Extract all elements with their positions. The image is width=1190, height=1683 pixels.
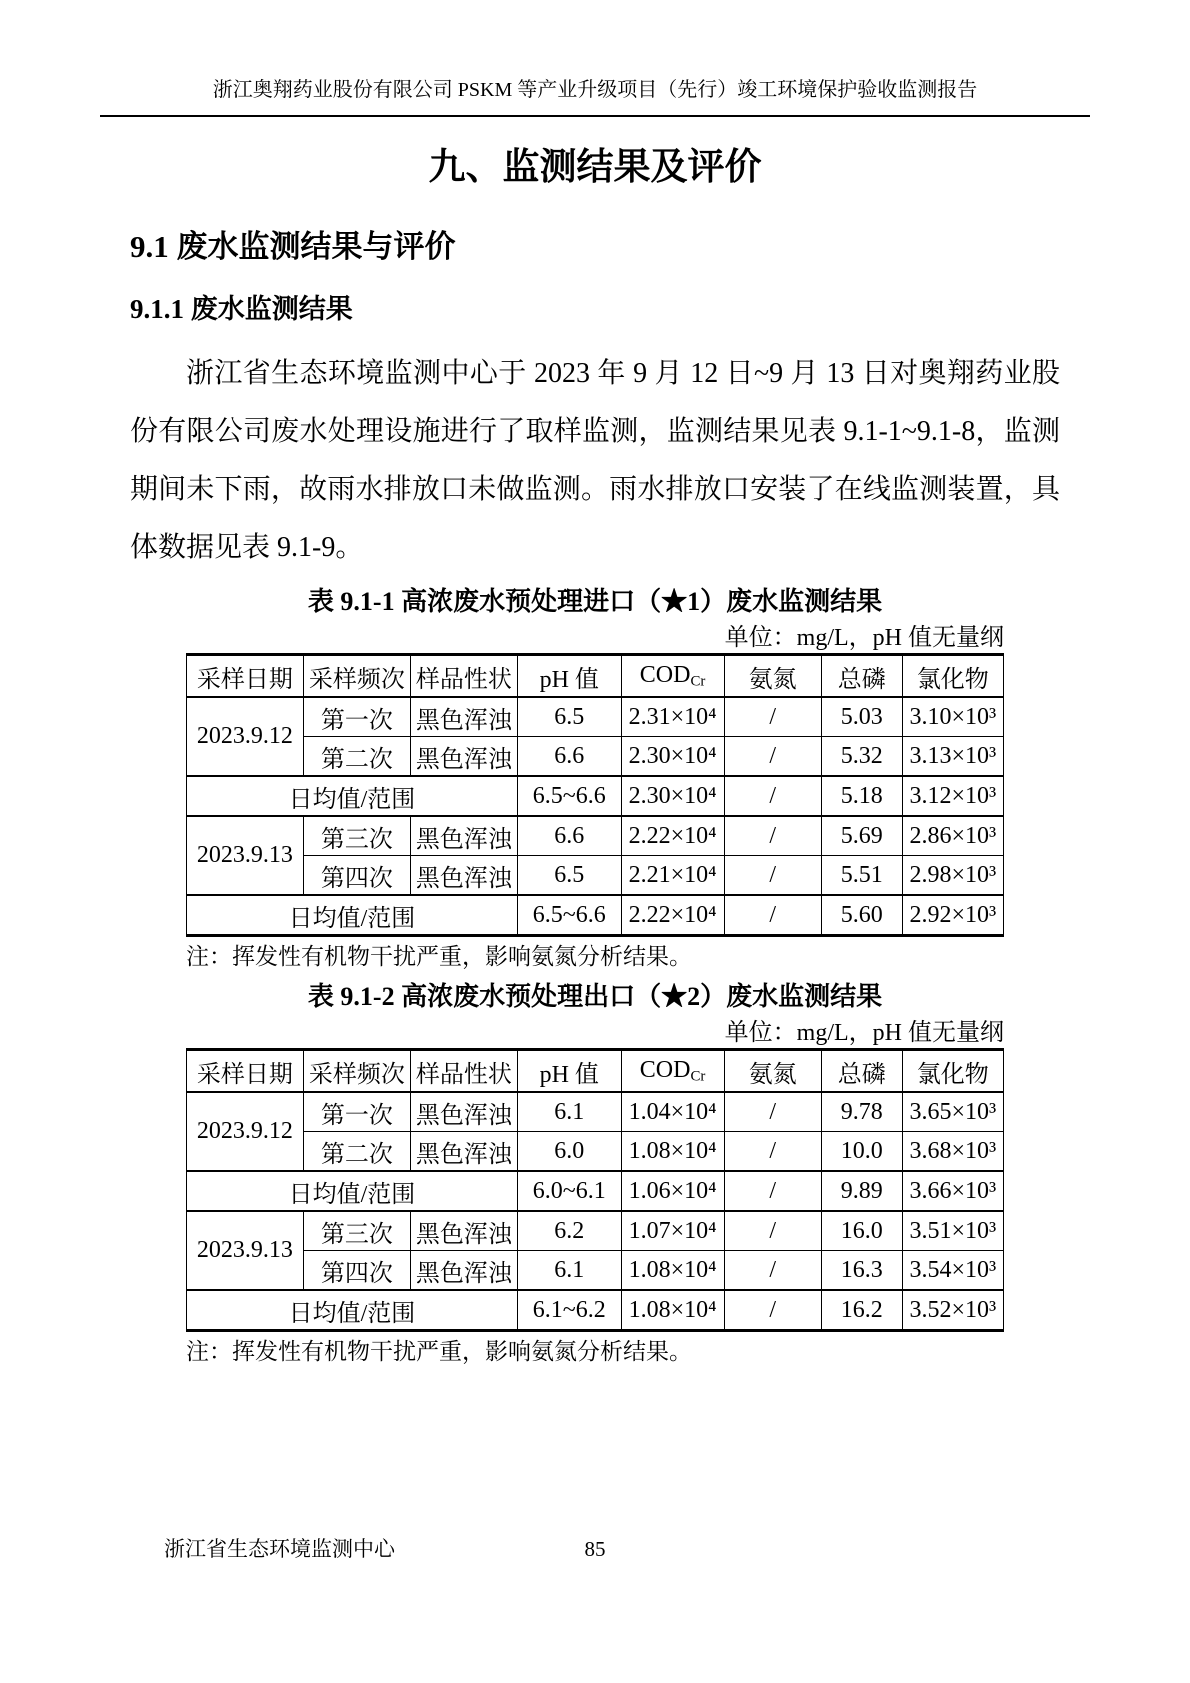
table-cell: 6.5 [517, 856, 621, 896]
table-cell: 黑色浑浊 [410, 1092, 517, 1132]
table-cell: 黑色浑浊 [410, 697, 517, 737]
table-row [187, 1211, 1004, 1251]
table-cell: 5.18 [821, 776, 902, 816]
table-cell: 黑色浑浊 [410, 1251, 517, 1291]
avg-label-cell: 日均值/范围 [187, 895, 518, 936]
daily-average-row [187, 895, 1004, 936]
table-cell: / [724, 1171, 821, 1211]
table-cell: 5.03 [821, 697, 902, 737]
table-cell: 16.2 [821, 1290, 902, 1331]
table2-unit-note: 单位：mg/L，pH 值无量纲 [724, 1020, 1004, 1046]
page-title: 九、监测结果及评价 [428, 147, 762, 188]
table-cell: 3.66×10³ [902, 1171, 1003, 1211]
table-cell: 6.1 [517, 1251, 621, 1291]
sample-date-cell: 2023.9.12 [187, 1092, 304, 1171]
table1-col-nh3: 氨氮 [724, 655, 821, 698]
table-cell: 6.5~6.6 [517, 776, 621, 816]
daily-average-row [187, 1171, 1004, 1211]
table-cell: 5.32 [821, 737, 902, 777]
running-header-text: 浙江奥翔药业股份有限公司 PSKM 等产业升级项目（先行）竣工环境保护验收监测报告 [212, 79, 978, 101]
table1-col-freq: 采样频次 [303, 655, 410, 698]
table-cell: 2.31×10⁴ [621, 697, 724, 737]
table-cell: 第二次 [303, 737, 410, 777]
table-cell: 第一次 [303, 697, 410, 737]
table-cell: 第四次 [303, 856, 410, 896]
table-cell: 3.12×10³ [902, 776, 1003, 816]
table-cell: 黑色浑浊 [410, 856, 517, 896]
table1-header-row [187, 655, 1004, 698]
table-row [187, 737, 1004, 777]
table-cell: / [724, 1290, 821, 1331]
table-cell: 3.54×10³ [902, 1251, 1003, 1291]
table2-container [186, 1018, 1004, 1367]
table-cell: 3.13×10³ [902, 737, 1003, 777]
table2-note: 注：挥发性有机物干扰严重，影响氨氮分析结果。 [186, 1339, 692, 1364]
table-cell: / [724, 776, 821, 816]
table-cell: 6.1~6.2 [517, 1290, 621, 1331]
table-cell: 第一次 [303, 1092, 410, 1132]
table1-note: 注：挥发性有机物干扰严重，影响氨氮分析结果。 [186, 944, 692, 969]
cod-label: COD [639, 661, 691, 688]
table-cell: 第四次 [303, 1251, 410, 1291]
table-cell: 6.6 [517, 737, 621, 777]
table-cell: 5.60 [821, 895, 902, 936]
table-cell: 6.1 [517, 1092, 621, 1132]
table2-header-row [187, 1050, 1004, 1093]
table-cell: 5.51 [821, 856, 902, 896]
running-header [100, 0, 1090, 117]
table-cell: 2.86×10³ [902, 816, 1003, 856]
table-cell: 黑色浑浊 [410, 1132, 517, 1172]
table-cell: / [724, 1251, 821, 1291]
table-cell: 6.5 [517, 697, 621, 737]
table-cell: 2.98×10³ [902, 856, 1003, 896]
table1-container [186, 623, 1004, 972]
table-cell: 2.21×10⁴ [621, 856, 724, 896]
daily-average-row [187, 1290, 1004, 1331]
cod-subscript: Cr [690, 673, 706, 690]
table-cell: 3.10×10³ [902, 697, 1003, 737]
section-heading: 9.1 废水监测结果与评价 [130, 229, 456, 264]
table-cell: 2.30×10⁴ [621, 776, 724, 816]
table2-col-ph: pH 值 [517, 1050, 621, 1093]
sample-date-cell: 2023.9.13 [187, 816, 304, 895]
table-row [187, 697, 1004, 737]
table-cell: 1.06×10⁴ [621, 1171, 724, 1211]
table-cell: 3.68×10³ [902, 1132, 1003, 1172]
table-cell: / [724, 856, 821, 896]
table2-col-cl: 氯化物 [902, 1050, 1003, 1093]
table2-col-cod [621, 1050, 724, 1093]
body-paragraph: 浙江省生态环境监测中心于 2023 年 9 月 12 日~9 月 13 日对奥翔药业股份有限公司废水处理设施进行了取样监测，监测结果见表 9.1-1~9.1-8，监测期间未下雨，故雨水排放口未做监测。雨水排放口安装了在线监测装置，具体数据见表 9.1-9。 [130, 358, 1060, 563]
table-cell: 黑色浑浊 [410, 737, 517, 777]
table-cell: 9.78 [821, 1092, 902, 1132]
table-cell: 10.0 [821, 1132, 902, 1172]
table-cell: 16.3 [821, 1251, 902, 1291]
table-cell: 9.89 [821, 1171, 902, 1211]
table2-col-tp: 总磷 [821, 1050, 902, 1093]
table-row [187, 1132, 1004, 1172]
table-cell: 3.65×10³ [902, 1092, 1003, 1132]
table1-col-ph: pH 值 [517, 655, 621, 698]
table2-caption: 表 9.1-2 高浓废水预处理出口（★2）废水监测结果 [307, 982, 883, 1011]
table-cell: 黑色浑浊 [410, 816, 517, 856]
table-row [187, 1251, 1004, 1291]
monitoring-table-1 [186, 653, 1004, 937]
table-cell: 第三次 [303, 816, 410, 856]
table1-col-tp: 总磷 [821, 655, 902, 698]
table2-col-nh3: 氨氮 [724, 1050, 821, 1093]
subsection-heading: 9.1.1 废水监测结果 [130, 294, 353, 324]
table-cell: 3.51×10³ [902, 1211, 1003, 1251]
page-number: 85 [584, 1537, 606, 1561]
table1-unit-note: 单位：mg/L，pH 值无量纲 [724, 625, 1004, 651]
table-cell: 6.5~6.6 [517, 895, 621, 936]
table-row [187, 856, 1004, 896]
sample-date-cell: 2023.9.13 [187, 1211, 304, 1290]
table-cell: 1.08×10⁴ [621, 1251, 724, 1291]
avg-label-cell: 日均值/范围 [187, 776, 518, 816]
table2-col-appearance: 样品性状 [410, 1050, 517, 1093]
table1-col-appearance: 样品性状 [410, 655, 517, 698]
table-cell: 2.92×10³ [902, 895, 1003, 936]
table2-col-freq: 采样频次 [303, 1050, 410, 1093]
cod-subscript: Cr [690, 1068, 706, 1085]
table-cell: / [724, 1211, 821, 1251]
table-cell: 1.04×10⁴ [621, 1092, 724, 1132]
table-cell: 黑色浑浊 [410, 1211, 517, 1251]
table-cell: / [724, 816, 821, 856]
table-cell: 2.30×10⁴ [621, 737, 724, 777]
daily-average-row [187, 776, 1004, 816]
table-cell: / [724, 895, 821, 936]
monitoring-table-2 [186, 1048, 1004, 1332]
table-cell: 5.69 [821, 816, 902, 856]
table1-col-cod [621, 655, 724, 698]
table-cell: 2.22×10⁴ [621, 895, 724, 936]
table-cell: 1.08×10⁴ [621, 1290, 724, 1331]
table-row [187, 816, 1004, 856]
table-cell: / [724, 697, 821, 737]
table-cell: 2.22×10⁴ [621, 816, 724, 856]
table2-col-date: 采样日期 [187, 1050, 304, 1093]
table-cell: 16.0 [821, 1211, 902, 1251]
sample-date-cell: 2023.9.12 [187, 697, 304, 776]
table1-col-cl: 氯化物 [902, 655, 1003, 698]
table-cell: 6.0 [517, 1132, 621, 1172]
footer-organization: 浙江省生态环境监测中心 [164, 1537, 395, 1561]
table-cell: 6.0~6.1 [517, 1171, 621, 1211]
table-cell: 第三次 [303, 1211, 410, 1251]
table-cell: / [724, 737, 821, 777]
avg-label-cell: 日均值/范围 [187, 1290, 518, 1331]
table1-caption: 表 9.1-1 高浓废水预处理进口（★1）废水监测结果 [307, 587, 883, 616]
table-cell: / [724, 1132, 821, 1172]
table-cell: 第二次 [303, 1132, 410, 1172]
table-cell: 3.52×10³ [902, 1290, 1003, 1331]
table-cell: 6.6 [517, 816, 621, 856]
cod-label: COD [639, 1056, 691, 1083]
table-cell: 6.2 [517, 1211, 621, 1251]
table-cell: 1.07×10⁴ [621, 1211, 724, 1251]
avg-label-cell: 日均值/范围 [187, 1171, 518, 1211]
table1-col-date: 采样日期 [187, 655, 304, 698]
table-cell: / [724, 1092, 821, 1132]
table-cell: 1.08×10⁴ [621, 1132, 724, 1172]
table-row [187, 1092, 1004, 1132]
